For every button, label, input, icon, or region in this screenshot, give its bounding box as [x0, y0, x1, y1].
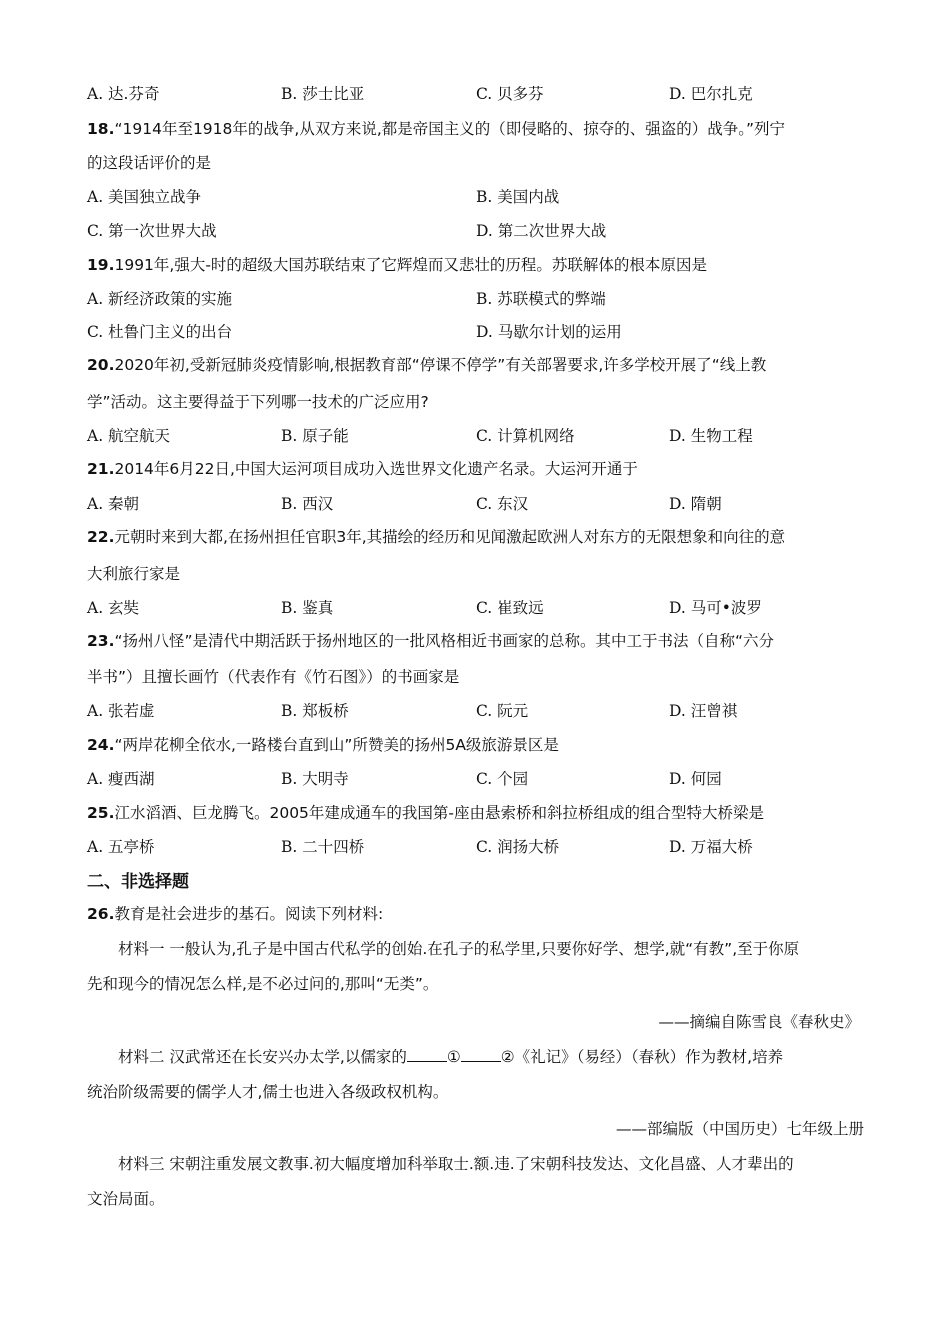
material-2-line-2: 统治阶级需要的儒学人才,儒士也进入各级政权机构。: [87, 1083, 449, 1101]
option-a: A. 美国独立战争: [87, 188, 202, 206]
question-22-cont: 大利旅行家是: [87, 565, 181, 583]
option-a: A. 张若虚: [87, 702, 155, 720]
question-25: [87, 801, 764, 823]
option-c: C. 计算机网络: [476, 427, 575, 445]
question-20-cont: 学”活动。这主要得益于下列哪一技术的广泛应用?: [87, 393, 429, 411]
option-c: C. 第一次世界大战: [87, 222, 217, 240]
option-a: A. 秦朝: [87, 495, 140, 513]
question-23-cont: 半书”）且擅长画竹（代表作有《竹石图》）的书画家是: [87, 668, 460, 686]
option-b: B. 鉴真: [281, 599, 334, 617]
material-2-line-1: [118, 1045, 783, 1067]
option-d: D. 万福大桥: [669, 838, 753, 856]
question-26: [87, 902, 383, 924]
question-20: [87, 353, 766, 375]
option-a: A. 航空航天: [87, 427, 171, 445]
question-text: 2020年初,受新冠肺炎疫情影响,根据教育部“停课不停学”有关部署要求,许多学校开展了“线上教: [114, 356, 767, 374]
material-2-text-c: ②《礼记》（易经）（春秋）作为教材,培养: [500, 1048, 784, 1066]
option-d: D. 生物工程: [669, 427, 753, 445]
option-a: A. 玄奘: [87, 599, 140, 617]
option-d: D. 隋朝: [669, 495, 722, 513]
option-c: C. 贝多芬: [476, 85, 544, 103]
option-b: B. 苏联模式的弊端: [476, 290, 606, 308]
option-d: D. 何园: [669, 770, 722, 788]
option-a: A. 五亭桥: [87, 838, 155, 856]
question-number: 24.: [87, 736, 115, 754]
question-number: 23.: [87, 632, 115, 650]
question-text: 江水滔酒、巨龙腾飞。2005年建成通车的我国第-座由悬索桥和斜拉桥组成的组合型特大桥梁是: [114, 804, 765, 822]
option-c: C. 个园: [476, 770, 529, 788]
material-1-line-1: 材料一 一般认为,孔子是中国古代私学的创始.在孔子的私学里,只要你好学、想学,就“有教”,至于你原: [118, 940, 800, 958]
question-text: 教育是社会进步的基石。阅读下列材料:: [114, 905, 384, 923]
option-d: D. 汪曾祺: [669, 702, 738, 720]
question-text: “扬州八怪”是清代中期活跃于扬州地区的一批风格相近书画家的总称。其中工于书法（自称“六分: [114, 632, 775, 650]
option-b: B. 美国内战: [476, 188, 560, 206]
material-3-line-2: 文治局面。: [87, 1190, 165, 1208]
question-number: 19.: [87, 256, 115, 274]
option-c: C. 阮元: [476, 702, 529, 720]
option-b: B. 西汉: [281, 495, 334, 513]
question-text: “两岸花柳全依水,一路楼台直到山”所赞美的扬州5A级旅游景区是: [114, 736, 559, 754]
question-number: 22.: [87, 528, 115, 546]
material-3-line-1: 材料三 宋朝注重发展文教事.初大幅度增加科举取士.额.违.了宋朝科技发达、文化昌盛、人才辈出的: [118, 1155, 794, 1173]
question-text: 2014年6月22日,中国大运河项目成功入选世界文化遗产名录。大运河开通于: [114, 460, 638, 478]
question-text: “1914年至1918年的战争,从双方来说,都是帝国主义的（即侵略的、掠夺的、强盗的）战争。”列宁: [114, 120, 786, 138]
option-b: B. 郑板桥: [281, 702, 349, 720]
option-d: D. 第二次世界大战: [476, 222, 607, 240]
fill-blank[interactable]: [461, 1047, 501, 1062]
option-c: C. 杜鲁门主义的出台: [87, 323, 233, 341]
question-number: 18.: [87, 120, 115, 138]
option-d: D. 巴尔扎克: [669, 85, 753, 103]
option-b: B. 大明寺: [281, 770, 349, 788]
option-c: C. 崔致远: [476, 599, 544, 617]
question-18-cont: 的这段话评价的是: [87, 154, 212, 172]
option-d: D. 马歇尔计划的运用: [476, 323, 622, 341]
option-a: A. 瘦西湖: [87, 770, 155, 788]
question-19: [87, 253, 707, 275]
question-21: [87, 457, 638, 479]
section-title: 二、非选择题: [87, 872, 189, 892]
question-number: 26.: [87, 905, 115, 923]
option-a: A. 达.芬奇: [87, 85, 160, 103]
question-number: 25.: [87, 804, 115, 822]
material-2-source: ——部编版（中国历史）七年级上册: [615, 1120, 864, 1138]
option-c: C. 东汉: [476, 495, 529, 513]
question-number: 20.: [87, 356, 115, 374]
option-a: A. 新经济政策的实施: [87, 290, 233, 308]
fill-blank[interactable]: [407, 1047, 447, 1062]
question-text: 元朝时来到大都,在扬州担任官职3年,其描绘的经历和见闻激起欧洲人对东方的无限想象和向往的意: [114, 528, 786, 546]
option-d: D. 马可•波罗: [669, 599, 762, 617]
question-text: 1991年,强大-时的超级大国苏联结束了它辉煌而又悲壮的历程。苏联解体的根本原因是: [114, 256, 707, 274]
option-c: C. 润扬大桥: [476, 838, 560, 856]
question-24: [87, 733, 559, 755]
option-b: B. 莎士比亚: [281, 85, 365, 103]
material-1-line-2: 先和现今的情况怎么样,是不必过问的,那叫“无类”。: [87, 975, 439, 993]
question-number: 21.: [87, 460, 115, 478]
question-18: [87, 117, 785, 139]
question-23: [87, 629, 774, 651]
option-b: B. 原子能: [281, 427, 349, 445]
blank-marker-1: ①: [446, 1048, 461, 1066]
question-22: [87, 525, 785, 547]
material-1-source: ——摘编自陈雪良《春秋史》: [658, 1013, 860, 1031]
option-b: B. 二十四桥: [281, 838, 365, 856]
material-2-text-a: 材料二 汉武常还在长安兴办太学,以儒家的: [118, 1048, 407, 1066]
